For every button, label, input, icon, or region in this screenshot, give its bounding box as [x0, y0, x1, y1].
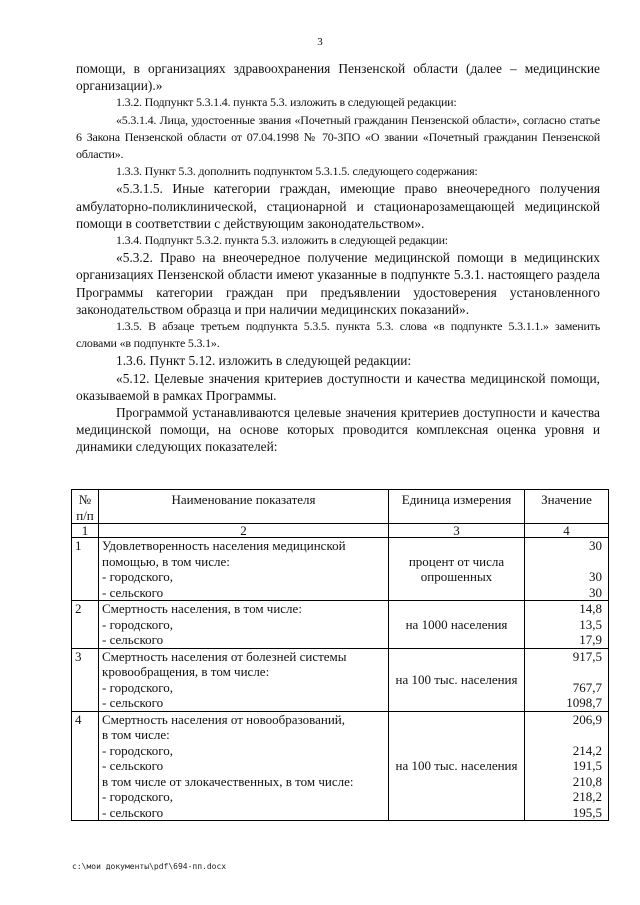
paragraph: помощи, в организациях здравоохранения Пензенской области (далее – медицинские организации).»: [76, 61, 600, 94]
indicator-name-line: Смертность населения от новообразований,: [102, 711, 345, 727]
value-line: 214,2: [572, 742, 602, 758]
indicator-name-line: - городского,: [102, 679, 174, 695]
paragraph: 1.3.4. Подпункт 5.3.2. пункта 5.3. изложить в следующей редакции:: [116, 233, 448, 248]
file-path-footer: c:\мои документы\pdf\694-пп.docx: [72, 862, 227, 871]
indicator-value: [525, 538, 609, 601]
indicator-name: [99, 538, 389, 601]
indicator-name-line: помощью, в том числе:: [102, 553, 230, 569]
table-row: [72, 601, 609, 649]
row-number: 4: [72, 711, 99, 821]
value-line: 30: [589, 569, 602, 584]
table-row: [72, 538, 609, 601]
value-line: 14,8: [579, 601, 602, 616]
indicators-table: [71, 489, 609, 821]
unit-of-measure: процент от числа опрошенных: [389, 538, 525, 601]
header-unit: Единица измерения: [389, 490, 525, 524]
indicator-name-line: - сельского: [102, 632, 164, 647]
unit-of-measure: на 1000 населения: [389, 601, 525, 649]
row-number: 3: [72, 648, 99, 711]
table-column-numbers-row: [72, 524, 609, 538]
header-value: Значение: [525, 490, 609, 524]
indicator-name-line: Смертность населения от болезней системы: [102, 648, 347, 664]
indicator-name-line: - городского,: [102, 569, 174, 584]
row-number: 2: [72, 601, 99, 649]
indicator-name-line: в том числе:: [102, 727, 170, 742]
paragraph: «5.3.1.5. Иные категории граждан, имеющие право внеочередного получения амбулаторно-поликлинической, стационарной и стационарозамещающей медицинской помощи в соответствии с действующим законодательством».: [76, 181, 600, 231]
paragraph: «5.3.1.4. Лица, удостоенные звания «Почетный гражданин Пензенской области», согласно статье 6 Закона Пензенской области от 07.04.1998 № 70-ЗПО «О звании «Почетный гражданин Пензенской области».: [76, 112, 600, 162]
indicator-name-line: - сельского: [102, 804, 164, 820]
indicator-name-line: - городского,: [102, 616, 174, 632]
indicator-name-line: Удовлетворенность населения медицинской: [102, 538, 346, 553]
header-indicator-name: Наименование показателя: [99, 490, 389, 524]
column-number: 3: [389, 524, 525, 538]
paragraph: «5.3.2. Право на внеочередное получение медицинской помощи в медицинских организациях Пензенской области имеют указанные в подпункте 5.3.1. настоящего раздела Программы категории граждан при предъявлении удостоверения установленного законодательством образца и при наличии медицинских показаний».: [76, 250, 600, 317]
indicator-name-line: кровообращения, в том числе:: [102, 664, 270, 679]
paragraph: 1.3.5. В абзаце третьем подпункта 5.3.5. пункта 5.3. слова «в подпункте 5.3.1.1.» заменить словами «в подпункте 5.3.1».: [76, 319, 600, 351]
value-line: [528, 664, 602, 680]
value-line: 210,8: [572, 773, 602, 789]
value-line: 195,5: [572, 804, 602, 820]
paragraph: 1.3.6. Пункт 5.12. изложить в следующей редакции:: [116, 353, 412, 369]
table-header-row: [72, 490, 609, 524]
indicator-name-line: - сельского: [102, 758, 164, 773]
header-number: № п/п: [72, 490, 99, 524]
value-line: 13,5: [579, 616, 602, 632]
indicator-value: [525, 711, 609, 821]
paragraph: 1.3.2. Подпункт 5.3.1.4. пункта 5.3. изложить в следующей редакции:: [116, 95, 457, 110]
indicator-name: [99, 648, 389, 711]
page-number: 3: [317, 36, 323, 48]
row-number: 1: [72, 538, 99, 601]
value-line: [528, 727, 602, 743]
column-number: 1: [72, 524, 99, 538]
indicator-name-line: - городского,: [102, 742, 174, 758]
table-row: [72, 648, 609, 711]
value-line: 191,5: [572, 758, 602, 773]
value-line: [528, 554, 602, 570]
value-line: 218,2: [572, 789, 602, 804]
value-line: 30: [589, 538, 602, 553]
value-line: 767,7: [572, 679, 602, 695]
column-number: 4: [525, 524, 609, 538]
indicator-name-line: - городского,: [102, 789, 174, 804]
value-line: 17,9: [579, 632, 602, 647]
indicator-name-line: в том числе от злокачественных, в том числе:: [102, 773, 354, 789]
indicator-value: [525, 601, 609, 649]
indicator-name: [99, 601, 389, 649]
value-line: 30: [589, 584, 602, 600]
indicator-value: [525, 648, 609, 711]
body-text: [76, 60, 600, 456]
indicator-name: [99, 711, 389, 821]
paragraph: Программой устанавливаются целевые значения критериев доступности и качества медицинской помощи, на основе которых проводится комплексная оценка уровня и динамики следующих показателей:: [76, 405, 600, 455]
indicator-name-line: - сельского: [102, 584, 164, 600]
value-line: 206,9: [572, 711, 602, 727]
value-line: 1098,7: [566, 695, 602, 710]
column-number: 2: [99, 524, 389, 538]
unit-of-measure: на 100 тыс. населения: [389, 711, 525, 821]
paragraph: «5.12. Целевые значения критериев доступности и качества медицинской помощи, оказываемой в рамках Программы.: [76, 370, 600, 403]
indicator-name-line: Смертность населения, в том числе:: [102, 601, 302, 616]
indicator-name-line: - сельского: [102, 695, 164, 710]
unit-of-measure: на 100 тыс. населения: [389, 648, 525, 711]
table-row: [72, 711, 609, 821]
paragraph: 1.3.3. Пункт 5.3. дополнить подпунктом 5.3.1.5. следующего содержания:: [116, 164, 478, 179]
value-line: 917,5: [572, 648, 602, 664]
